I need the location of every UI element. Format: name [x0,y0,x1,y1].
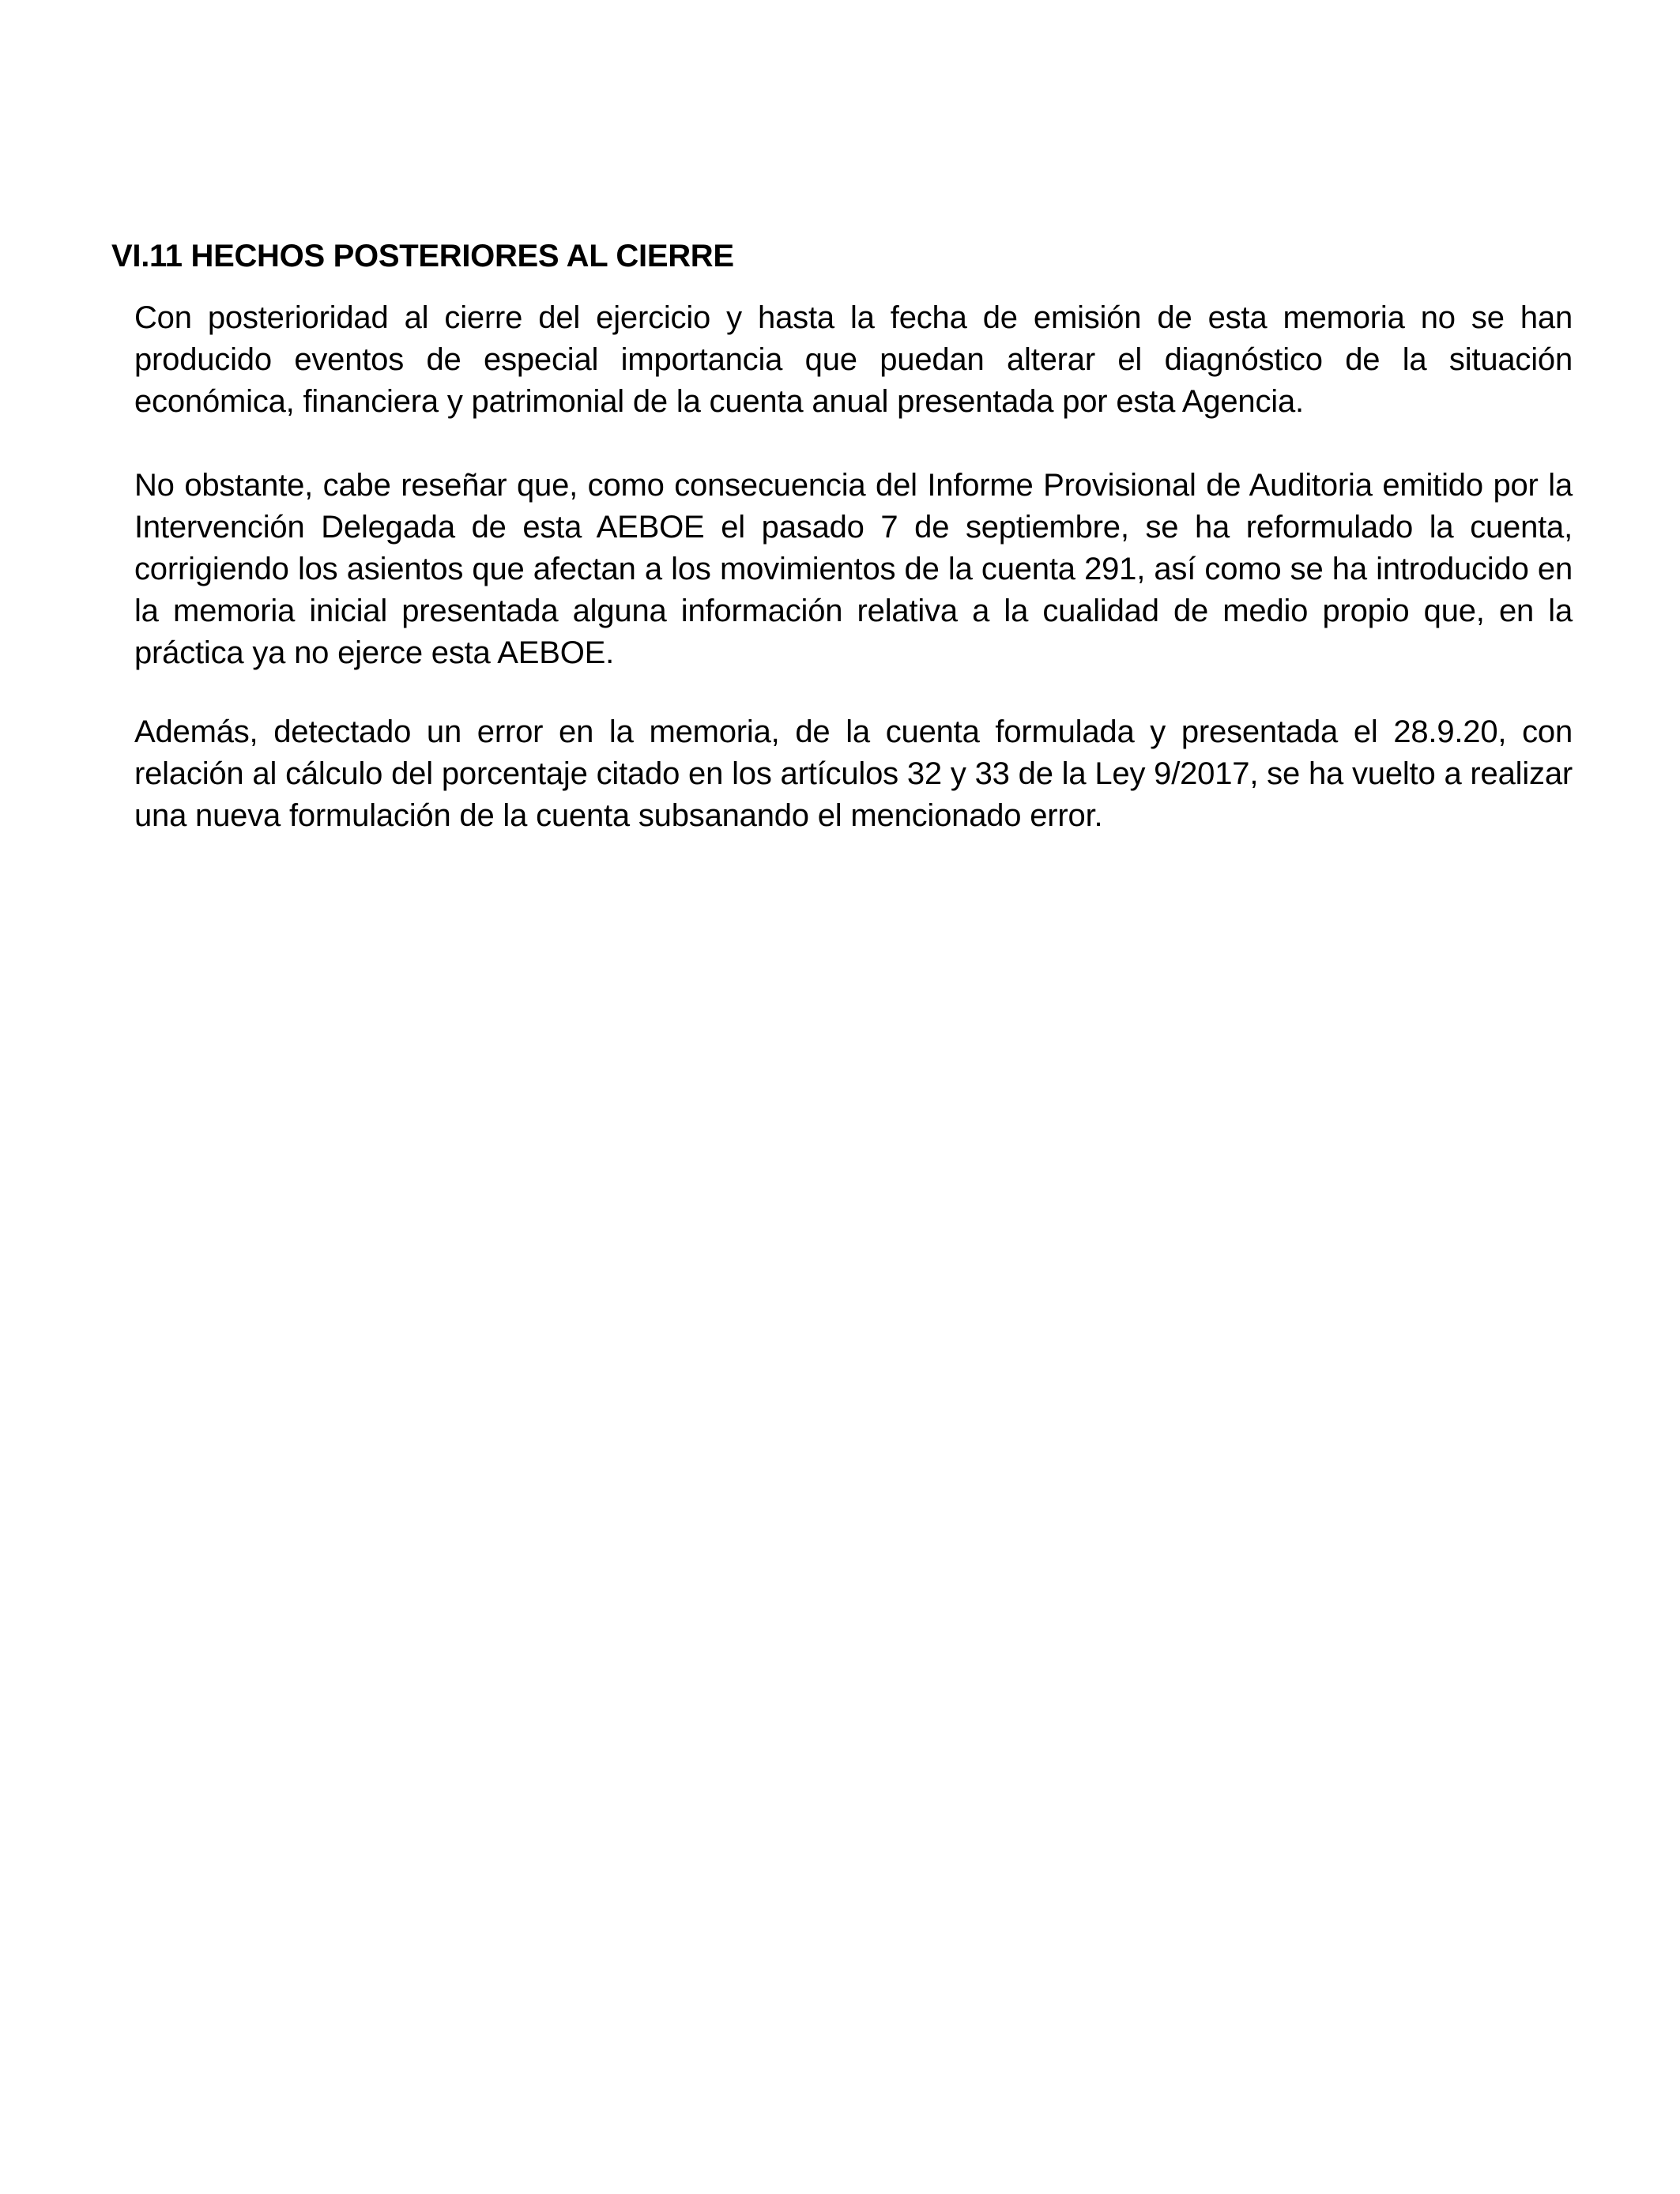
section-title: VI.11 HECHOS POSTERIORES AL CIERRE [111,239,734,273]
paragraph-subsequent-events: Con posterioridad al cierre del ejercicio y hasta la fecha de emisión de esta memoria no se han producido eventos de especial importancia que puedan alterar el diagnóstico de la situación económica, financiera y patrimonial de la cuenta anual presentada por esta Agencia. [134,300,1573,419]
paragraph-reformulation: No obstante, cabe reseñar que, como consecuencia del Informe Provisional de Auditoria emitido por la Intervención Delegada de esta AEBOE el pasado 7 de septiembre, se ha reformulado la cuenta, corrigiendo los asientos que afectan a los movimientos de la cuenta 291, así como se ha introducido en la memoria inicial presentada alguna información relativa a la cualidad de medio propio que, en la práctica ya no ejerce esta AEBOE. [134,468,1573,670]
paragraph-error-correction: Además, detectado un error en la memoria, de la cuenta formulada y presentada el 28.9.20, con relación al cálculo del porcentaje citado en los artículos 32 y 33 de la Ley 9/2017, se ha vuelto a realizar una nueva formulación de la cuenta subsanando el mencionado error. [134,714,1573,833]
